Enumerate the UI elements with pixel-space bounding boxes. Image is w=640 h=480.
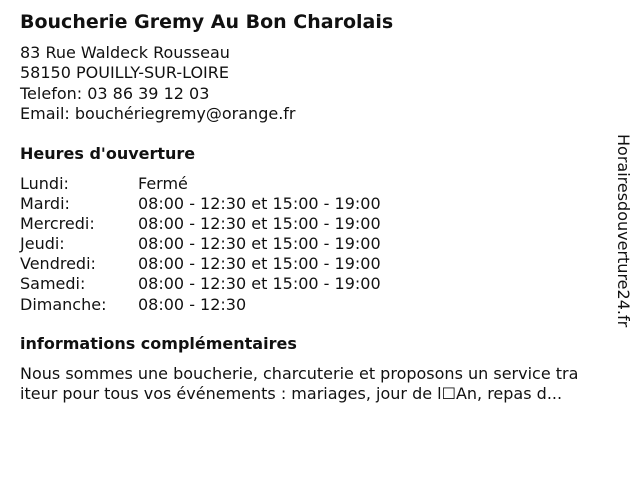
hours-day: Lundi:	[20, 174, 69, 193]
hours-time: Fermé	[138, 174, 188, 193]
hours-row-monday	[20, 174, 381, 194]
hours-day: Dimanche:	[20, 294, 107, 314]
hours-time: 08:00 - 12:30 et 15:00 - 19:00	[138, 234, 381, 254]
business-name: Boucherie Gremy Au Bon Charolais	[20, 11, 394, 33]
additional-info-heading: informations complémentaires	[20, 334, 297, 353]
opening-hours-heading: Heures d'ouverture	[20, 144, 196, 163]
opening-hours-table	[20, 174, 381, 315]
hours-time: 08:00 - 12:30 et 15:00 - 19:00	[138, 274, 381, 294]
business-description	[20, 364, 625, 404]
hours-row-tuesday	[20, 194, 381, 214]
address-line-street: 83 Rue Waldeck Rousseau	[20, 43, 230, 62]
description-line: Nous sommes une boucherie, charcuterie et proposons un service tra	[20, 364, 579, 383]
hours-row-friday	[20, 254, 381, 274]
hours-day: Samedi:	[20, 274, 86, 294]
hours-row-sunday	[20, 295, 381, 315]
hours-day: Mardi:	[20, 194, 70, 214]
hours-time: 08:00 - 12:30 et 15:00 - 19:00	[138, 194, 381, 214]
contact-block	[20, 43, 296, 124]
hours-row-wednesday	[20, 214, 381, 234]
hours-time: 08:00 - 12:30 et 15:00 - 19:00	[138, 254, 381, 274]
hours-time: 08:00 - 12:30 et 15:00 - 19:00	[138, 214, 381, 234]
hours-row-saturday	[20, 274, 381, 294]
hours-row-thursday	[20, 234, 381, 254]
email-line: Email: bouchériegremy@orange.fr	[20, 103, 296, 123]
site-watermark: Horairesdouverture24.fr	[614, 134, 633, 328]
hours-day: Vendredi:	[20, 254, 96, 274]
address-line-city: 58150 POUILLY-SUR-LOIRE	[20, 63, 229, 83]
hours-day: Mercredi:	[20, 214, 95, 234]
description-line: iteur pour tous vos événements : mariages, jour de l☐An, repas d...	[20, 384, 563, 403]
phone-line: Telefon: 03 86 39 12 03	[20, 83, 210, 103]
hours-time: 08:00 - 12:30	[138, 294, 247, 314]
hours-day: Jeudi:	[20, 234, 65, 254]
